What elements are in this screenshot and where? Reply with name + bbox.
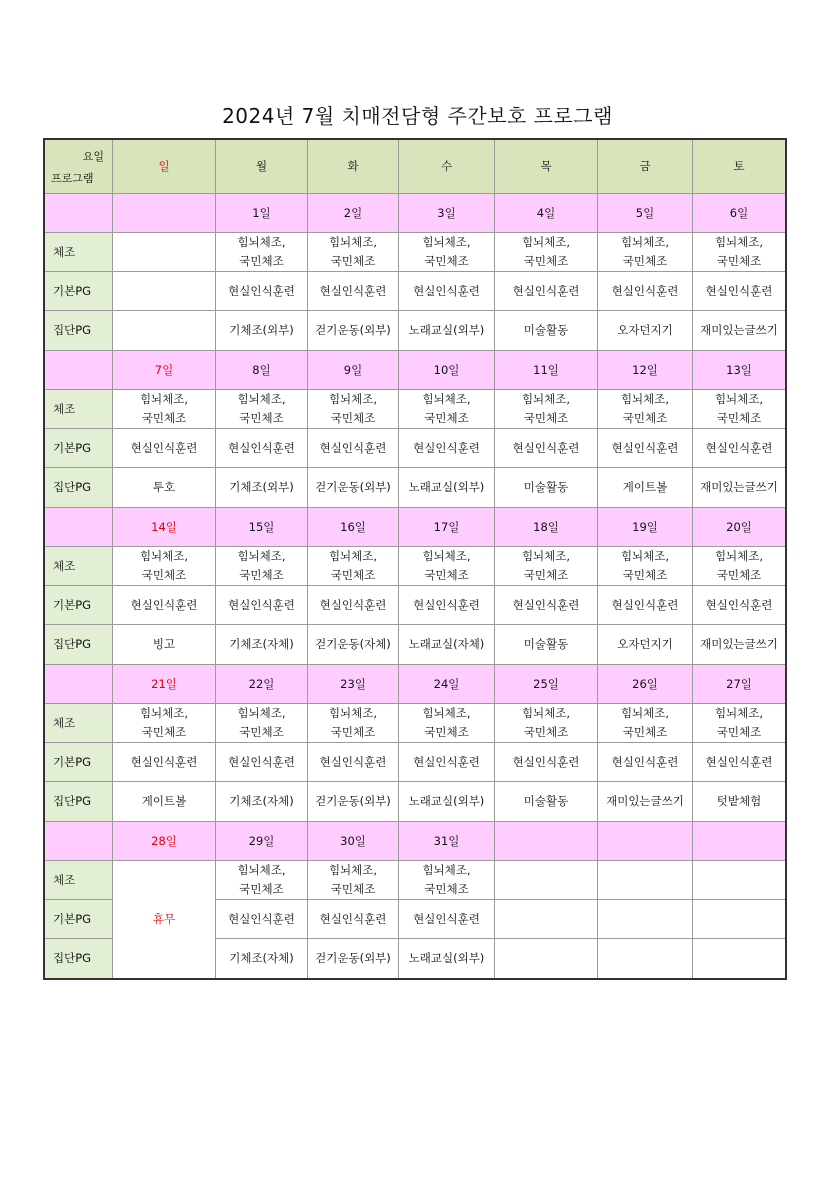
exercise-cell — [598, 547, 693, 586]
exercise-line: 국민체조 — [622, 411, 668, 425]
exercise-line: 힘뇌체조, — [521, 392, 571, 406]
row-label-basic: 기본PG — [45, 429, 113, 468]
group-program-cell: 노래교실(외부) — [399, 782, 495, 822]
row-label-group: 집단PG — [45, 468, 113, 508]
exercise-line: 국민체조 — [330, 411, 376, 425]
group-program-cell: 텃밭체험 — [693, 782, 786, 822]
corner-program-label: 프로그램 — [51, 172, 94, 185]
group-program-cell: 기체조(자체) — [216, 939, 308, 979]
exercise-cell — [399, 547, 495, 586]
basic-program-row — [45, 586, 786, 625]
exercise-line: 힘뇌체조, — [714, 706, 764, 720]
date-cell: 13일 — [693, 351, 786, 390]
date-row — [45, 194, 786, 233]
row-label-exercise: 체조 — [45, 861, 113, 900]
row-label-basic: 기본PG — [45, 900, 113, 939]
exercise-line: 국민체조 — [239, 568, 284, 582]
exercise-line: 힘뇌체조, — [328, 235, 378, 249]
date-cell: 9일 — [308, 351, 399, 390]
row-label-exercise: 체조 — [45, 547, 113, 586]
exercise-cell — [113, 390, 216, 429]
row-label-exercise: 체조 — [45, 704, 113, 743]
date-cell: 28일 — [113, 822, 216, 861]
group-program-cell: 빙고 — [113, 625, 216, 665]
basic-program-cell: 현실인식훈련 — [216, 272, 308, 311]
weekday-thu: 목 — [495, 140, 598, 194]
basic-program-cell: 현실인식훈련 — [216, 900, 308, 939]
date-cell: 7일 — [113, 351, 216, 390]
basic-program-cell: 현실인식훈련 — [598, 586, 693, 625]
date-cell — [598, 822, 693, 861]
group-program-cell: 걷기운동(외부) — [308, 311, 399, 351]
exercise-cell — [113, 233, 216, 272]
exercise-cell — [598, 704, 693, 743]
basic-program-cell: 현실인식훈련 — [216, 586, 308, 625]
empty-cell — [598, 939, 693, 979]
exercise-line: 국민체조 — [716, 411, 762, 425]
exercise-line: 힘뇌체조, — [139, 549, 189, 563]
basic-program-cell: 현실인식훈련 — [598, 429, 693, 468]
exercise-line: 국민체조 — [523, 725, 569, 739]
date-cell: 8일 — [216, 351, 308, 390]
basic-program-cell: 현실인식훈련 — [495, 586, 598, 625]
exercise-line: 힘뇌체조, — [422, 549, 471, 563]
exercise-line: 힘뇌체조, — [521, 706, 571, 720]
exercise-line: 국민체조 — [141, 725, 187, 739]
exercise-line: 힘뇌체조, — [422, 392, 471, 406]
exercise-line: 국민체조 — [330, 725, 376, 739]
group-program-cell: 미술활동 — [495, 625, 598, 665]
basic-program-cell: 현실인식훈련 — [598, 743, 693, 782]
date-cell: 11일 — [495, 351, 598, 390]
basic-program-cell: 현실인식훈련 — [399, 900, 495, 939]
date-cell: 18일 — [495, 508, 598, 547]
basic-program-row — [45, 272, 786, 311]
exercise-row — [45, 547, 786, 586]
group-program-cell: 노래교실(외부) — [399, 468, 495, 508]
weekday-mon: 월 — [216, 140, 308, 194]
exercise-cell — [693, 390, 786, 429]
group-program-cell: 기체조(자체) — [216, 625, 308, 665]
group-program-cell: 게이트볼 — [113, 782, 216, 822]
group-program-cell: 미술활동 — [495, 311, 598, 351]
weekday-tue: 화 — [308, 140, 399, 194]
exercise-line: 힘뇌체조, — [237, 706, 286, 720]
exercise-line: 힘뇌체조, — [620, 392, 670, 406]
group-program-cell: 재미있는글쓰기 — [693, 311, 786, 351]
group-program-row — [45, 468, 786, 508]
exercise-line: 국민체조 — [424, 411, 469, 425]
exercise-cell — [216, 547, 308, 586]
exercise-cell — [693, 233, 786, 272]
corner-day-label: 요일 — [82, 150, 104, 163]
exercise-cell — [399, 390, 495, 429]
empty-cell — [495, 939, 598, 979]
exercise-cell — [216, 861, 308, 900]
row-label-group: 집단PG — [45, 782, 113, 822]
basic-program-row — [45, 429, 786, 468]
date-cell: 22일 — [216, 665, 308, 704]
date-cell: 21일 — [113, 665, 216, 704]
date-cell: 25일 — [495, 665, 598, 704]
exercise-cell — [693, 547, 786, 586]
group-program-cell: 미술활동 — [495, 468, 598, 508]
exercise-line: 국민체조 — [622, 254, 668, 268]
basic-program-cell: 현실인식훈련 — [495, 429, 598, 468]
weekday-header-row — [45, 140, 786, 194]
empty-cell — [693, 900, 786, 939]
exercise-line: 힘뇌체조, — [328, 392, 378, 406]
group-program-row — [45, 625, 786, 665]
date-row — [45, 822, 786, 861]
exercise-line: 힘뇌체조, — [237, 392, 286, 406]
date-cell: 16일 — [308, 508, 399, 547]
row-label-group: 집단PG — [45, 939, 113, 979]
empty-cell — [598, 861, 693, 900]
row-label-basic: 기본PG — [45, 743, 113, 782]
page-title: 2024년 7월 치매전담형 주간보호 프로그램 — [222, 104, 613, 128]
exercise-line: 국민체조 — [424, 254, 469, 268]
group-program-cell: 걷기운동(자체) — [308, 625, 399, 665]
exercise-cell — [308, 233, 399, 272]
basic-program-cell: 현실인식훈련 — [495, 743, 598, 782]
basic-program-cell: 현실인식훈련 — [399, 272, 495, 311]
exercise-line: 힘뇌체조, — [714, 235, 764, 249]
group-program-cell: 노래교실(외부) — [399, 939, 495, 979]
basic-program-cell: 현실인식훈련 — [308, 429, 399, 468]
date-row-label — [45, 822, 113, 861]
group-program-row — [45, 311, 786, 351]
date-cell: 5일 — [598, 194, 693, 233]
exercise-cell — [495, 390, 598, 429]
basic-program-cell: 현실인식훈련 — [399, 429, 495, 468]
exercise-line: 국민체조 — [330, 254, 376, 268]
group-program-cell: 노래교실(외부) — [399, 311, 495, 351]
date-cell: 31일 — [399, 822, 495, 861]
basic-program-cell: 현실인식훈련 — [308, 272, 399, 311]
date-row — [45, 351, 786, 390]
date-cell — [113, 194, 216, 233]
group-program-cell: 오자던지기 — [598, 625, 693, 665]
date-row — [45, 665, 786, 704]
holiday-cell: 휴무 — [113, 861, 216, 979]
exercise-line: 힘뇌체조, — [328, 549, 378, 563]
date-cell: 3일 — [399, 194, 495, 233]
basic-program-cell: 현실인식훈련 — [598, 272, 693, 311]
group-program-cell: 걷기운동(외부) — [308, 468, 399, 508]
exercise-line: 힘뇌체조, — [620, 549, 670, 563]
basic-program-cell: 현실인식훈련 — [399, 586, 495, 625]
date-cell: 4일 — [495, 194, 598, 233]
basic-program-cell: 현실인식훈련 — [113, 586, 216, 625]
exercise-line: 힘뇌체조, — [620, 706, 670, 720]
basic-program-cell: 현실인식훈련 — [113, 429, 216, 468]
exercise-line: 힘뇌체조, — [422, 235, 471, 249]
date-cell: 6일 — [693, 194, 786, 233]
exercise-cell — [693, 704, 786, 743]
exercise-cell — [495, 547, 598, 586]
weekly-schedule-table — [44, 139, 786, 979]
exercise-line: 국민체조 — [239, 882, 284, 896]
weekday-wed: 수 — [399, 140, 495, 194]
exercise-line: 국민체조 — [330, 882, 376, 896]
exercise-cell — [308, 390, 399, 429]
exercise-line: 힘뇌체조, — [237, 235, 286, 249]
empty-cell — [495, 900, 598, 939]
exercise-cell — [598, 390, 693, 429]
exercise-line: 국민체조 — [239, 411, 284, 425]
exercise-cell — [216, 704, 308, 743]
date-cell: 17일 — [399, 508, 495, 547]
group-program-cell: 오자던지기 — [598, 311, 693, 351]
exercise-line: 국민체조 — [141, 411, 187, 425]
exercise-line: 국민체조 — [424, 725, 469, 739]
exercise-line: 힘뇌체조, — [422, 706, 471, 720]
empty-cell — [598, 900, 693, 939]
exercise-line: 힘뇌체조, — [714, 392, 764, 406]
exercise-line: 국민체조 — [716, 254, 762, 268]
date-cell: 19일 — [598, 508, 693, 547]
date-cell: 10일 — [399, 351, 495, 390]
basic-program-cell — [113, 272, 216, 311]
exercise-row — [45, 390, 786, 429]
row-label-exercise: 체조 — [45, 233, 113, 272]
date-cell — [495, 822, 598, 861]
basic-program-cell: 현실인식훈련 — [693, 586, 786, 625]
exercise-line: 힘뇌체조, — [139, 706, 189, 720]
date-cell: 1일 — [216, 194, 308, 233]
exercise-line: 힘뇌체조, — [521, 549, 571, 563]
exercise-line: 국민체조 — [716, 725, 762, 739]
date-cell: 15일 — [216, 508, 308, 547]
group-program-cell: 재미있는글쓰기 — [598, 782, 693, 822]
corner-cell — [45, 140, 113, 194]
basic-program-cell: 현실인식훈련 — [693, 743, 786, 782]
exercise-cell — [113, 704, 216, 743]
group-program-cell: 게이트볼 — [598, 468, 693, 508]
exercise-line: 국민체조 — [424, 568, 469, 582]
group-program-cell: 걷기운동(외부) — [308, 782, 399, 822]
group-program-cell: 재미있는글쓰기 — [693, 625, 786, 665]
date-cell: 26일 — [598, 665, 693, 704]
exercise-cell — [308, 861, 399, 900]
basic-program-cell: 현실인식훈련 — [308, 900, 399, 939]
date-cell: 20일 — [693, 508, 786, 547]
exercise-line: 힘뇌체조, — [237, 549, 286, 563]
exercise-line: 국민체조 — [523, 568, 569, 582]
exercise-cell — [308, 704, 399, 743]
group-program-cell: 재미있는글쓰기 — [693, 468, 786, 508]
date-cell: 14일 — [113, 508, 216, 547]
exercise-row — [45, 704, 786, 743]
basic-program-row — [45, 743, 786, 782]
date-row-label — [45, 351, 113, 390]
exercise-line: 힘뇌체조, — [139, 392, 189, 406]
date-row — [45, 508, 786, 547]
basic-program-cell: 현실인식훈련 — [308, 586, 399, 625]
row-label-basic: 기본PG — [45, 272, 113, 311]
exercise-line: 국민체조 — [523, 411, 569, 425]
exercise-line: 국민체조 — [523, 254, 569, 268]
basic-program-cell: 현실인식훈련 — [216, 743, 308, 782]
empty-cell — [693, 939, 786, 979]
group-program-row — [45, 782, 786, 822]
basic-program-cell: 현실인식훈련 — [308, 743, 399, 782]
row-label-group: 집단PG — [45, 311, 113, 351]
weekday-fri: 금 — [598, 140, 693, 194]
group-program-cell — [113, 311, 216, 351]
group-program-cell: 미술활동 — [495, 782, 598, 822]
exercise-line: 힘뇌체조, — [714, 549, 764, 563]
exercise-line: 힘뇌체조, — [328, 706, 378, 720]
exercise-line: 국민체조 — [622, 725, 668, 739]
exercise-row — [45, 233, 786, 272]
exercise-cell — [399, 704, 495, 743]
group-program-cell: 걷기운동(외부) — [308, 939, 399, 979]
exercise-line: 국민체조 — [424, 882, 469, 896]
exercise-line: 국민체조 — [141, 568, 187, 582]
date-cell: 2일 — [308, 194, 399, 233]
exercise-cell — [598, 233, 693, 272]
date-cell: 24일 — [399, 665, 495, 704]
date-cell — [693, 822, 786, 861]
exercise-line: 국민체조 — [239, 725, 284, 739]
exercise-cell — [308, 547, 399, 586]
date-row-label — [45, 194, 113, 233]
exercise-line: 국민체조 — [622, 568, 668, 582]
exercise-cell — [113, 547, 216, 586]
group-program-cell: 기체조(외부) — [216, 468, 308, 508]
basic-program-cell: 현실인식훈련 — [216, 429, 308, 468]
exercise-line: 힘뇌체조, — [422, 863, 471, 877]
group-program-cell: 투호 — [113, 468, 216, 508]
date-row-label — [45, 665, 113, 704]
group-program-cell: 기체조(외부) — [216, 311, 308, 351]
basic-program-cell: 현실인식훈련 — [693, 429, 786, 468]
basic-program-cell: 현실인식훈련 — [693, 272, 786, 311]
empty-cell — [495, 861, 598, 900]
date-cell: 30일 — [308, 822, 399, 861]
basic-program-cell: 현실인식훈련 — [495, 272, 598, 311]
exercise-cell — [399, 861, 495, 900]
weekday-sat: 토 — [693, 140, 786, 194]
exercise-row — [45, 861, 786, 900]
weekday-sun: 일 — [113, 140, 216, 194]
exercise-cell — [495, 233, 598, 272]
date-cell: 27일 — [693, 665, 786, 704]
exercise-cell — [495, 704, 598, 743]
group-program-cell: 기체조(자체) — [216, 782, 308, 822]
row-label-basic: 기본PG — [45, 586, 113, 625]
exercise-line: 힘뇌체조, — [328, 863, 378, 877]
row-label-exercise: 체조 — [45, 390, 113, 429]
exercise-cell — [216, 233, 308, 272]
exercise-line: 힘뇌체조, — [620, 235, 670, 249]
exercise-line: 국민체조 — [716, 568, 762, 582]
group-program-cell: 노래교실(자체) — [399, 625, 495, 665]
row-label-group: 집단PG — [45, 625, 113, 665]
date-cell: 12일 — [598, 351, 693, 390]
exercise-line: 힘뇌체조, — [237, 863, 286, 877]
exercise-line: 힘뇌체조, — [521, 235, 571, 249]
exercise-cell — [399, 233, 495, 272]
basic-program-cell: 현실인식훈련 — [113, 743, 216, 782]
empty-cell — [693, 861, 786, 900]
basic-program-cell: 현실인식훈련 — [399, 743, 495, 782]
exercise-line: 국민체조 — [239, 254, 284, 268]
exercise-line: 국민체조 — [330, 568, 376, 582]
date-row-label — [45, 508, 113, 547]
exercise-cell — [216, 390, 308, 429]
date-cell: 29일 — [216, 822, 308, 861]
date-cell: 23일 — [308, 665, 399, 704]
